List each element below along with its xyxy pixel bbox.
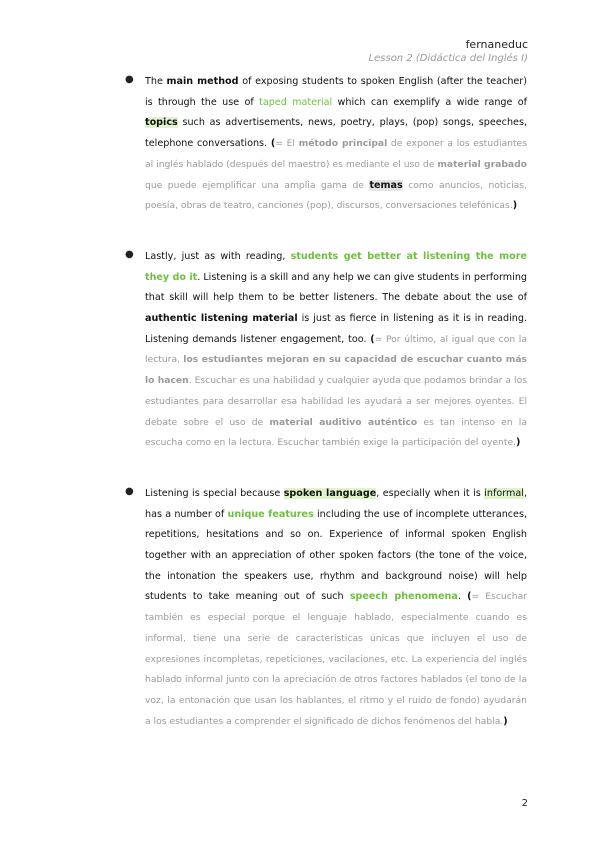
- text-segment: Listening is special because: [145, 487, 284, 499]
- bullet-paragraph: [145, 484, 527, 732]
- text-segment: including the use of incomplete utterances, repetitions, hesitations and so on. Experience of informal spoken English together with an appreciation of other spoken factors (the tone of the voice, the intonation the speakers use, rhythm and background noise) will help students to take meaning out of such: [145, 508, 527, 603]
- text-segment: es tan intenso en la escucha como en la lectura. Escuchar también exige la participación del oyente.: [145, 416, 527, 449]
- bullet-item: [125, 484, 528, 732]
- text-segment: taped material: [259, 96, 333, 108]
- text-segment: ): [503, 715, 508, 727]
- text-segment: (: [270, 138, 276, 150]
- text-segment: authentic listening material: [145, 313, 298, 325]
- text-segment: , has a number of: [145, 487, 527, 520]
- bullet-icon: ●: [125, 248, 134, 260]
- text-segment: main method: [166, 76, 239, 87]
- text-segment: such as advertisements, news, poetry, plays, (pop) songs, speeches, telephone conversations.: [145, 117, 527, 150]
- bullet-icon: ●: [125, 485, 134, 497]
- bullet-paragraph: [145, 247, 527, 454]
- text-segment: ): [516, 437, 521, 449]
- text-segment: The: [145, 76, 167, 87]
- text-segment: .: [457, 591, 468, 603]
- text-segment: de exponer a los estudiantes al inglés hablado (después del maestro) es mediante el uso de: [145, 138, 527, 170]
- bullet-icon: ●: [125, 74, 134, 85]
- page-content: [125, 72, 528, 762]
- text-segment: ): [512, 200, 518, 212]
- text-segment: = El: [275, 138, 299, 150]
- text-segment: material auditivo auténtico: [269, 416, 418, 428]
- text-segment: Lastly, just as with reading,: [145, 250, 291, 262]
- text-segment: . Escuchar es una habilidad y cualquier ayuda que podamos brindar a los estudiantes para desarrollar esa habilidad les ayudará a ser mejores oyentes. El debate sobre el uso de: [145, 375, 527, 428]
- text-segment: students get better at listening the more they do it: [145, 250, 527, 283]
- text-segment: unique features: [227, 508, 314, 520]
- text-segment: (: [370, 333, 375, 345]
- text-segment: which can exemplify a wide range of: [332, 96, 527, 108]
- text-segment: como anuncios, noticias, poesía, obras de teatro, canciones (pop), discursos, conversaciones telefónicas.: [145, 179, 528, 212]
- text-segment: que puede ejemplificar una amplia gama de: [145, 179, 370, 191]
- lesson-title: Lesson 2 (Didáctica del Inglés I): [368, 53, 528, 64]
- text-segment: of exposing students to spoken English (after the teacher) is through the use of: [145, 76, 527, 108]
- page-number: 2: [521, 798, 528, 809]
- text-segment: topics: [145, 117, 178, 129]
- text-segment: , especially when it is: [376, 487, 485, 499]
- text-segment: = Escuchar también es especial porque el lenguaje hablado, especialmente cuando es informal, tiene una serie de características únicas que incluyen el uso de expresiones incompletas, repeticiones, vacilaciones, etc. La experiencia del inglés hablado informal junto con la apreciación de otros factores hablados (el tono de la voz, la entonación que usan los hablantes, el ritmo y el ruido de fondo) ayudarán a los estudiantes a comprender el significado de dichos fenómenos del habla.: [145, 591, 528, 727]
- author-name: fernaneduc: [465, 38, 528, 51]
- text-segment: . Listening is a skill and any help we can give students in performing that skill will help them to be better listeners. The debate about the use of: [145, 271, 527, 304]
- text-segment: spoken language: [283, 487, 377, 499]
- text-segment: material grabado: [437, 158, 527, 170]
- text-segment: (: [467, 591, 472, 603]
- text-segment: método principal: [298, 138, 388, 150]
- text-segment: is just as fierce in listening as it is in reading. Listening demands listener engagement, too.: [145, 313, 528, 345]
- bullet-paragraph: [145, 72, 527, 217]
- text-segment: speech phenomena: [349, 591, 458, 603]
- bullet-item: [125, 72, 528, 217]
- text-segment: temas: [369, 179, 403, 191]
- text-segment: = Por último, al igual que con la lectura,: [145, 333, 527, 366]
- text-segment: los estudiantes mejoran en su capacidad de escuchar cuanto más lo hacen: [145, 354, 527, 387]
- bullet-item: [125, 247, 528, 454]
- text-segment: informal: [484, 487, 524, 499]
